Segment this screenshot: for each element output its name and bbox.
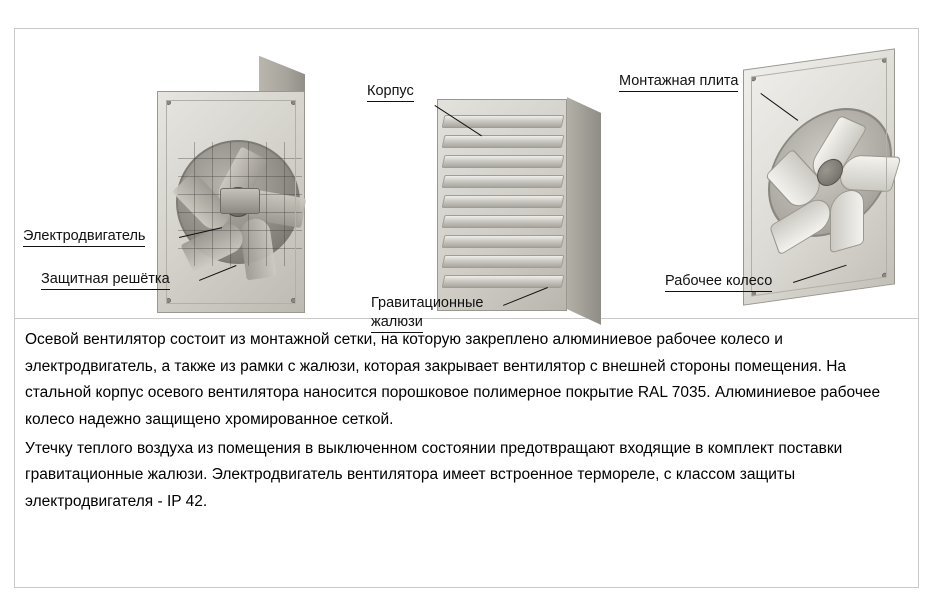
electric-motor: [220, 188, 260, 214]
fan-hub: [223, 187, 253, 217]
impeller-hub: [817, 156, 843, 189]
label-gravity-louvres-line1: Гравитационные: [371, 295, 484, 311]
label-guard-grille: Защитная решётка: [41, 271, 170, 290]
label-mounting-plate: Монтажная плита: [619, 73, 738, 92]
label-electric-motor: Электродвигатель: [23, 228, 145, 247]
axial-fan-illustration: [151, 55, 339, 323]
mounting-plate: [743, 48, 895, 305]
label-housing: Корпус: [367, 83, 414, 102]
product-diagram: [15, 29, 918, 330]
content-frame: [14, 28, 919, 588]
fan-guard-grille: [176, 140, 300, 264]
description-paragraph-1: Осевой вентилятор состоит из монтажной сетки, на которую закреплено алюминиевое рабочее колесо и электродвигатель, а также из рамки с жалюзи, которая закрывает вентилятор с внешней стороны помещения. На стальной корпус осевого вентилятора наносится порошковое полимерное покрытие RAL 7035. Алюминиевое рабочее колесо надежно защищено хромированное сеткой.: [25, 331, 881, 428]
louvre-frame-side: [567, 97, 601, 325]
description-paragraph-2: Утечку теплого воздуха из помещения в выключенном состоянии предотвращают входящие в комплект поставки гравитационные жалюзи. Электродвигатель вентилятора имеет встроенное термореле, с классом защиты электродвигателя - IP 42.: [25, 439, 843, 510]
fan-front-plate: [157, 91, 305, 313]
label-gravity-louvres-line2: жалюзи: [371, 314, 423, 333]
label-impeller: Рабочее колесо: [665, 273, 772, 292]
product-description: [15, 319, 918, 526]
impeller: [768, 93, 892, 252]
